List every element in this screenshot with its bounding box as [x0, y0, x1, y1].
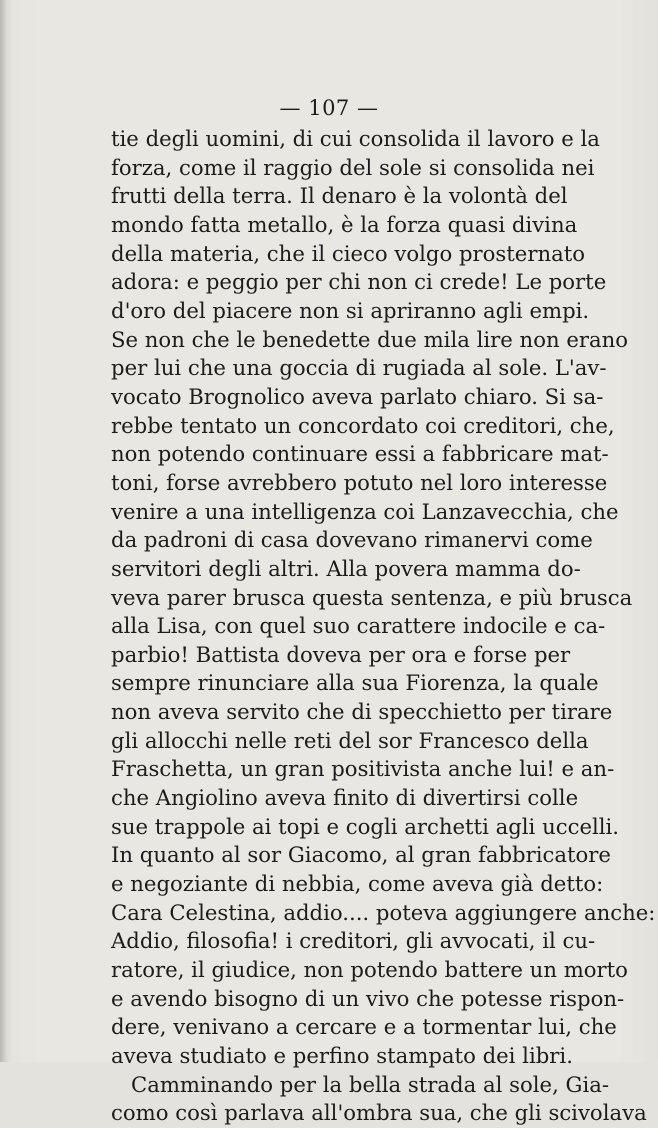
text-line: dere, venivano a cercare e a tormentar lui, che [111, 1014, 617, 1040]
text-line: aveva studiato e perfino stampato dei libri. [111, 1043, 573, 1068]
text-line: venire a una intelligenza coi Lanzavecchia, che [111, 498, 619, 524]
text-line: Fraschetta, un gran positivista anche lui! e an- [111, 756, 615, 782]
text-line: e negoziante di nebbia, come aveva già detto: [111, 871, 604, 897]
text-line: Se non che le benedette due mila lire non erano [111, 326, 629, 352]
text-line: ratore, il giudice, non potendo battere un morto [111, 957, 628, 983]
text-line: alla Lisa, con quel suo carattere indocile e ca- [111, 613, 606, 639]
text-line: como così parlava all'ombra sua, che gli scivolava [111, 1100, 647, 1126]
text-line: servitori degli altri. Alla povera mamma do- [111, 555, 581, 581]
text-line: parbio! Battista doveva per ora e forse per [111, 641, 571, 667]
text-line: In quanto al sor Giacomo, al gran fabbricatore [111, 842, 611, 868]
text-line: che Angiolino aveva finito di divertirsi colle [111, 785, 579, 811]
text-line: tie degli uomini, di cui consolida il lavoro e la [111, 126, 600, 151]
text-line: gli allocchi nelle reti del sor Francesco della [111, 727, 589, 753]
text-line: della materia, che il cieco volgo prosternato [111, 240, 586, 266]
text-line: mondo fatta metallo, è la forza quasi divina [111, 211, 578, 237]
text-line: forza, come il raggio del sole si consolida nei [111, 154, 595, 180]
text-line: da padroni di casa dovevano rimanervi come [111, 527, 593, 553]
text-line: e avendo bisogno di un vivo che potesse rispon- [111, 985, 625, 1011]
text-line: sue trappole ai topi e cogli archetti agli uccelli. [111, 813, 620, 839]
text-line: veva parer brusca questa sentenza, e più brusca [111, 584, 633, 610]
page-binding-edge [0, 0, 6, 1062]
text-line: rebbe tentato un concordato coi creditori, che, [111, 412, 615, 438]
text-line: frutti della terra. Il denaro è la volontà del [111, 183, 568, 209]
text-line: Camminando per la bella strada al sole, Gia- [131, 1071, 610, 1097]
text-line: toni, forse avrebbero potuto nel loro interesse [111, 469, 608, 495]
text-line: non potendo continuare essi a fabbricare mat- [111, 441, 609, 467]
text-line: Cara Celestina, addio.... poteva aggiungere anche: [111, 899, 656, 925]
body-text [111, 125, 656, 1128]
text-line: sempre rinunciare alla sua Fiorenza, la quale [111, 670, 599, 696]
text-line: per lui che una goccia di rugiada al sole. L'av- [111, 355, 607, 381]
text-line: Addio, filosofia! i creditori, gli avvocati, il cu- [111, 928, 596, 954]
text-line: adora: e peggio per chi non ci crede! Le porte [111, 269, 607, 295]
page-number: — 107 — [279, 96, 379, 120]
text-line: d'oro del piacere non si apriranno agli empi. [111, 297, 590, 323]
text-line: non aveva servito che di specchietto per tirare [111, 699, 613, 725]
text-line: vocato Brognolico aveva parlato chiaro. Si sa- [111, 383, 604, 409]
